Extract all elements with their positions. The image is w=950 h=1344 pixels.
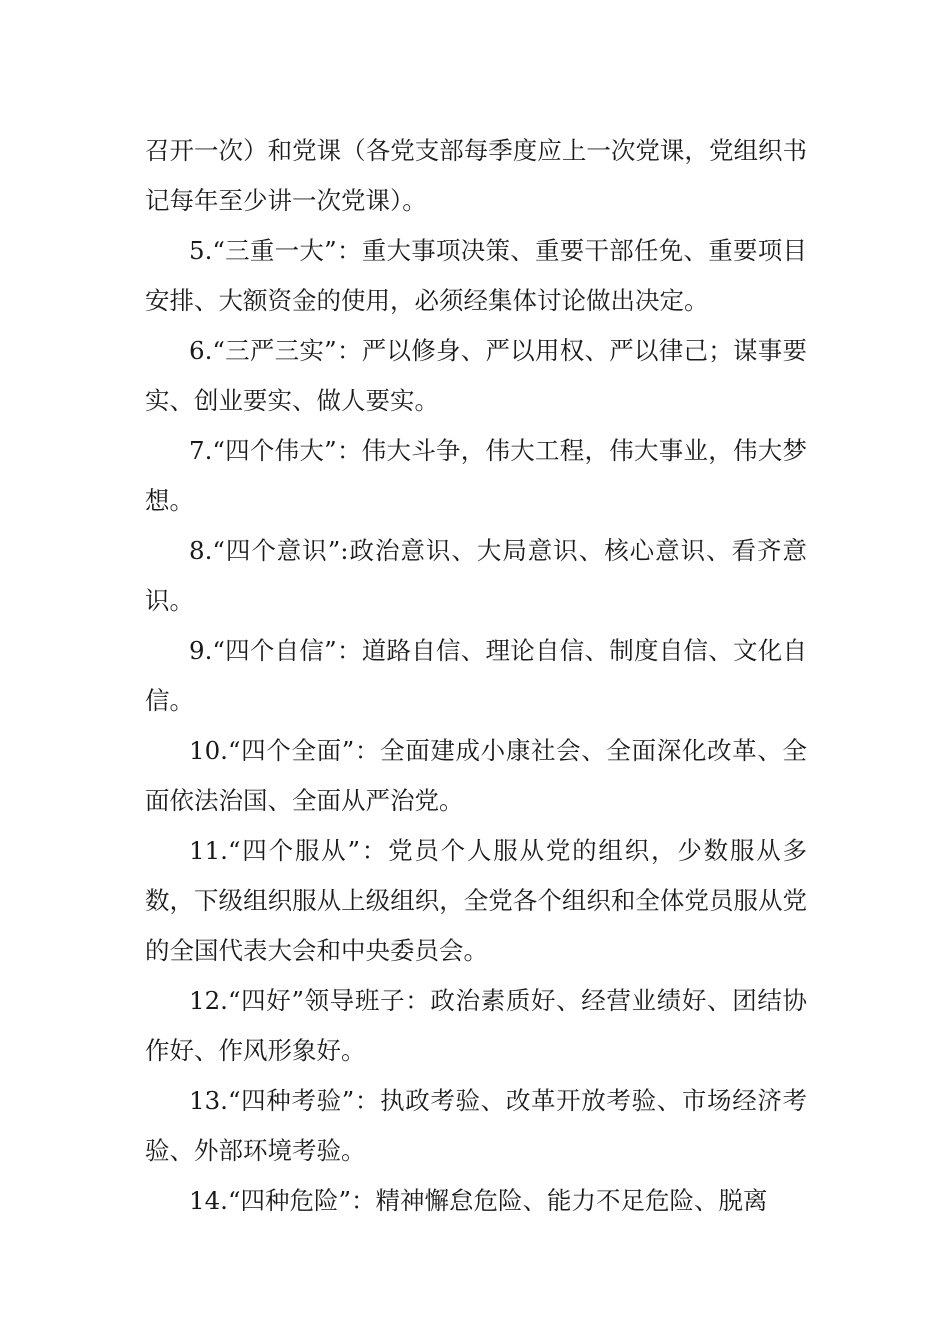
paragraph-item-5: 5.“三重一大”：重大事项决策、重要干部任免、重要项目安排、大额资金的使用，必须经集体讨论做出决定。 — [145, 236, 807, 315]
paragraph-item-14: 14.“四种危险”：精神懈怠危险、能力不足危险、脱离 — [189, 1186, 768, 1215]
document-body — [145, 126, 807, 1226]
paragraph-item-10: 10.“四个全面”：全面建成小康社会、全面深化改革、全面依法治国、全面从严治党。 — [145, 736, 807, 815]
paragraph-item-12: 12.“四好”领导班子：政治素质好、经营业绩好、团结协作好、作风形象好。 — [145, 986, 807, 1065]
paragraph-item-6: 6.“三严三实”：严以修身、严以用权、严以律己；谋事要实、创业要实、做人要实。 — [145, 336, 807, 415]
paragraph-item-7: 7.“四个伟大”：伟大斗争，伟大工程，伟大事业，伟大梦想。 — [145, 436, 807, 515]
paragraph-continuation: 召开一次）和党课（各党支部每季度应上一次党课，党组织书记每年至少讲一次党课）。 — [145, 136, 807, 215]
paragraph-item-8: 8.“四个意识”:政治意识、大局意识、核心意识、看齐意识。 — [145, 536, 807, 615]
paragraph-item-9: 9.“四个自信”：道路自信、理论自信、制度自信、文化自信。 — [145, 636, 807, 715]
paragraph-item-11: 11.“四个服从”：党员个人服从党的组织，少数服从多数，下级组织服从上级组织，全党各个组织和全体党员服从党的全国代表大会和中央委员会。 — [145, 836, 807, 965]
paragraph-item-13: 13.“四种考验”：执政考验、改革开放考验、市场经济考验、外部环境考验。 — [145, 1086, 807, 1165]
